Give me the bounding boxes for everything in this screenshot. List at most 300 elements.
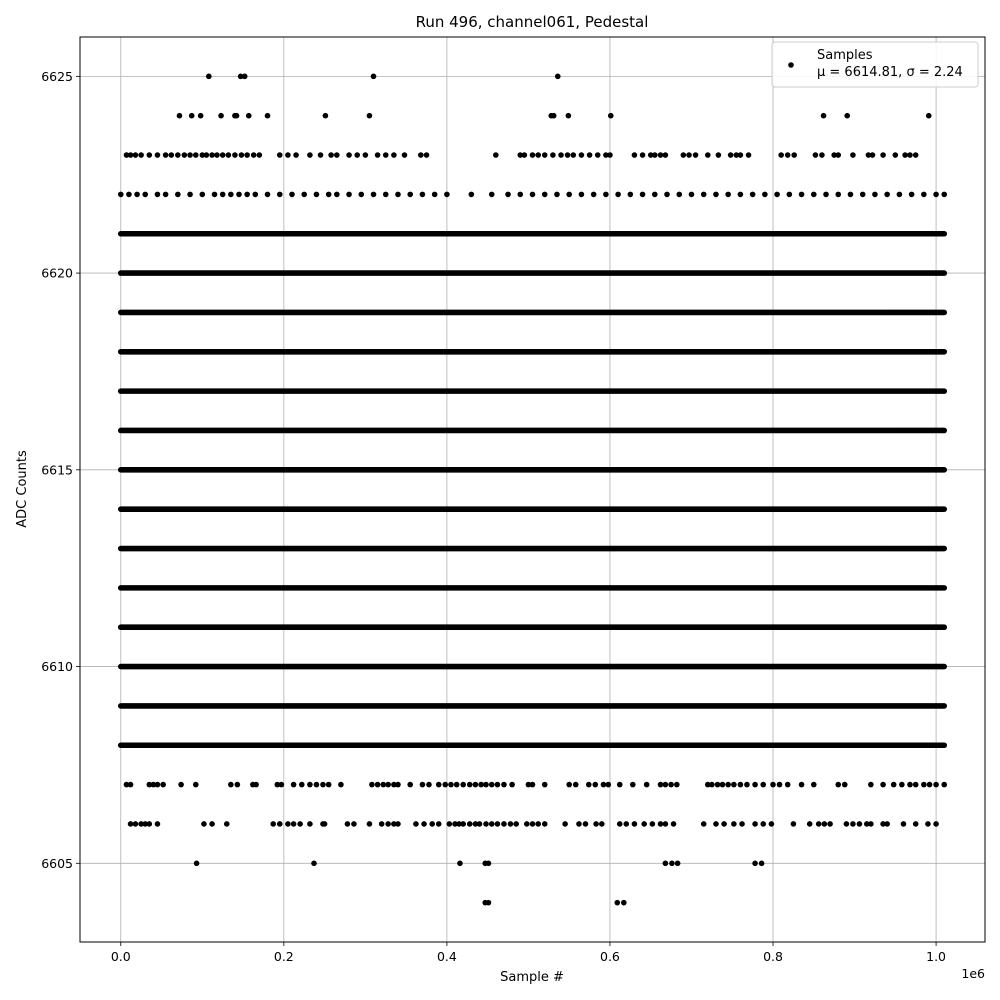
sample-point	[746, 152, 752, 158]
sample-point	[583, 821, 589, 827]
sample-point	[242, 74, 248, 80]
sample-point	[517, 192, 523, 198]
sample-point	[738, 192, 744, 198]
sample-point	[739, 821, 745, 827]
sample-point	[477, 821, 483, 827]
sample-point	[738, 152, 744, 158]
sample-point	[606, 782, 612, 788]
y-tick-label: 6615	[41, 462, 73, 478]
sample-point	[297, 821, 303, 827]
sample-point	[713, 192, 719, 198]
y-tick-label: 6605	[41, 855, 73, 871]
sample-point	[822, 821, 828, 827]
x-axis-offset-label: 1e6	[961, 966, 985, 981]
sample-point	[658, 152, 664, 158]
sample-point	[640, 152, 646, 158]
sample-point	[270, 821, 276, 827]
sample-point	[218, 113, 224, 119]
sample-point	[277, 821, 283, 827]
sample-point	[799, 192, 805, 198]
sample-point	[872, 192, 878, 198]
sample-point	[501, 782, 507, 788]
sample-point	[901, 821, 907, 827]
sample-point	[367, 113, 373, 119]
sample-point	[318, 152, 324, 158]
sample-point	[380, 782, 386, 788]
sample-point	[891, 782, 897, 788]
sample-point	[299, 782, 305, 788]
sample-point	[850, 821, 856, 827]
sample-point	[483, 821, 489, 827]
sample-point	[220, 192, 226, 198]
sample-point	[345, 821, 351, 827]
sample-point	[447, 821, 453, 827]
sample-point	[371, 74, 377, 80]
sample-point	[813, 152, 819, 158]
sample-point	[489, 821, 495, 827]
sample-point	[367, 821, 373, 827]
sample-point	[307, 152, 313, 158]
sample-point	[220, 152, 226, 158]
sample-point	[436, 782, 442, 788]
sample-point	[848, 192, 854, 198]
sample-point	[842, 782, 848, 788]
sample-point	[175, 192, 181, 198]
sample-point	[579, 192, 585, 198]
sample-point	[279, 782, 285, 788]
sample-point	[126, 192, 132, 198]
legend-marker	[788, 62, 794, 68]
x-tick-label: 0.8	[763, 949, 783, 964]
sample-point	[535, 152, 541, 158]
sample-point	[246, 113, 252, 119]
sample-point	[686, 152, 692, 158]
sample-point	[346, 192, 352, 198]
x-axis-label: Sample #	[500, 970, 564, 985]
sample-point	[535, 821, 541, 827]
sample-point	[524, 821, 530, 827]
sample-point	[424, 152, 430, 158]
sample-point	[118, 192, 124, 198]
sample-point	[555, 74, 561, 80]
sample-point	[314, 192, 320, 198]
sample-point	[338, 782, 344, 788]
sample-point	[607, 152, 613, 158]
sample-point	[731, 782, 737, 788]
legend-entry-stats: μ = 6614.81, σ = 2.24	[817, 65, 963, 80]
sample-point	[495, 821, 501, 827]
sample-point	[650, 821, 656, 827]
sample-point	[884, 192, 890, 198]
sample-point	[671, 821, 677, 827]
sample-point	[721, 821, 727, 827]
sample-point	[663, 821, 669, 827]
sample-point	[586, 782, 592, 788]
sample-point	[785, 152, 791, 158]
sample-point	[426, 782, 432, 788]
sample-point	[658, 821, 664, 827]
sample-point	[291, 821, 297, 827]
sample-point	[614, 900, 620, 906]
sample-point	[204, 152, 210, 158]
sample-point	[442, 782, 448, 788]
sample-point	[265, 113, 271, 119]
sample-point	[328, 152, 334, 158]
sample-point	[921, 192, 927, 198]
sample-point	[155, 821, 161, 827]
sample-point	[880, 782, 886, 788]
sample-point	[913, 782, 919, 788]
sample-point	[565, 152, 571, 158]
sample-point	[774, 192, 780, 198]
sample-point	[628, 192, 634, 198]
sample-point	[566, 113, 572, 119]
sample-point	[155, 152, 161, 158]
sample-point	[623, 821, 629, 827]
sample-point	[530, 782, 536, 788]
chart-title: Run 496, channel061, Pedestal	[415, 13, 649, 31]
sample-point	[716, 152, 722, 158]
sample-point	[811, 192, 817, 198]
sample-point	[326, 192, 332, 198]
sample-point	[508, 821, 514, 827]
sample-point	[235, 782, 241, 788]
sample-point	[816, 821, 822, 827]
sample-point	[652, 152, 658, 158]
sample-point	[334, 192, 340, 198]
sample-point	[334, 152, 340, 158]
sample-point	[738, 782, 744, 788]
sample-point	[155, 192, 161, 198]
sample-point	[644, 782, 650, 788]
sample-point	[701, 821, 707, 827]
sample-point	[835, 782, 841, 788]
sample-point	[819, 152, 825, 158]
sample-point	[385, 782, 391, 788]
sample-point	[307, 821, 313, 827]
x-tick-label: 0.2	[273, 949, 294, 964]
sample-point	[432, 192, 438, 198]
sample-point	[265, 192, 271, 198]
sample-point	[486, 900, 492, 906]
sample-point	[630, 782, 636, 788]
sample-point	[725, 782, 731, 788]
sample-point	[163, 192, 169, 198]
sample-point	[658, 782, 664, 788]
sample-point	[323, 113, 329, 119]
sample-point	[759, 861, 765, 867]
sample-point	[495, 782, 501, 788]
sample-point	[307, 782, 313, 788]
sample-point	[595, 152, 601, 158]
sample-point	[791, 821, 797, 827]
sample-point	[603, 192, 609, 198]
sample-point	[593, 821, 599, 827]
sample-point	[850, 152, 856, 158]
sample-point	[291, 782, 297, 788]
sample-point	[791, 152, 797, 158]
sample-point	[542, 152, 548, 158]
sample-point	[880, 152, 886, 158]
sample-point	[720, 782, 726, 788]
sample-point	[407, 782, 413, 788]
sample-point	[844, 113, 850, 119]
sample-point	[395, 192, 401, 198]
sample-point	[285, 821, 291, 827]
sample-point	[206, 74, 212, 80]
x-tick-label: 0.0	[110, 949, 131, 964]
sample-point	[705, 152, 711, 158]
sample-point	[632, 152, 638, 158]
sample-point	[921, 782, 927, 788]
sample-point	[395, 782, 401, 788]
sample-point	[177, 113, 183, 119]
sample-point	[675, 861, 681, 867]
sample-point	[663, 152, 669, 158]
sample-point	[467, 782, 473, 788]
sample-point	[212, 192, 218, 198]
sample-point	[214, 152, 220, 158]
sample-point	[770, 782, 776, 788]
sample-point	[693, 152, 699, 158]
sample-point	[554, 192, 560, 198]
sample-point	[760, 821, 766, 827]
sample-point	[251, 152, 257, 158]
sample-point	[933, 192, 939, 198]
sample-point	[681, 152, 687, 158]
sample-point	[489, 192, 495, 198]
sample-point	[689, 192, 695, 198]
sample-point	[663, 782, 669, 788]
sample-point	[133, 152, 139, 158]
sample-point	[652, 192, 658, 198]
sample-point	[178, 782, 184, 788]
sample-point	[314, 782, 320, 788]
sample-point	[933, 821, 939, 827]
sample-point	[326, 782, 332, 788]
sample-point	[133, 821, 139, 827]
sample-point	[868, 782, 874, 788]
sample-point	[530, 821, 536, 827]
sample-point	[860, 192, 866, 198]
sample-point	[402, 152, 408, 158]
sample-point	[777, 782, 783, 788]
sample-point	[194, 861, 200, 867]
sample-point	[239, 152, 245, 158]
sample-point	[478, 782, 484, 788]
sample-point	[257, 152, 263, 158]
sample-point	[752, 782, 758, 788]
sample-point	[369, 782, 375, 788]
sample-point	[385, 821, 391, 827]
sample-point	[566, 192, 572, 198]
sample-point	[562, 821, 568, 827]
sample-point	[391, 152, 397, 158]
y-tick-label: 6610	[41, 659, 73, 675]
sample-point	[128, 152, 134, 158]
x-tick-label: 1.0	[926, 949, 947, 964]
sample-point	[750, 192, 756, 198]
y-tick-label: 6620	[41, 265, 73, 281]
sample-point	[542, 782, 548, 788]
sample-point	[857, 821, 863, 827]
sample-point	[201, 821, 207, 827]
y-axis-label: ADC Counts	[15, 450, 30, 528]
sample-point	[289, 192, 295, 198]
sample-point	[473, 782, 479, 788]
sample-point	[926, 113, 932, 119]
sample-point	[375, 782, 381, 788]
sample-point	[570, 152, 576, 158]
sample-point	[244, 152, 250, 158]
sample-point	[893, 152, 899, 158]
sample-point	[128, 821, 134, 827]
sample-point	[807, 821, 813, 827]
sample-point	[599, 821, 605, 827]
sample-point	[209, 821, 215, 827]
sample-point	[182, 152, 188, 158]
sample-point	[907, 782, 913, 788]
sample-point	[383, 152, 389, 158]
sample-point	[640, 192, 646, 198]
sample-point	[542, 821, 548, 827]
sample-point	[293, 152, 299, 158]
sample-point	[163, 152, 169, 158]
sample-point	[209, 152, 215, 158]
x-tick-label: 0.4	[436, 949, 457, 964]
sample-point	[868, 821, 874, 827]
sample-point	[617, 821, 623, 827]
sample-point	[193, 152, 199, 158]
sample-point	[844, 821, 850, 827]
sample-point	[232, 152, 238, 158]
sample-point	[566, 782, 572, 788]
sample-point	[489, 782, 495, 788]
sample-point	[752, 861, 758, 867]
sample-point	[448, 782, 454, 788]
x-tick-label: 0.6	[600, 949, 620, 964]
sample-point	[236, 192, 242, 198]
sample-point	[663, 861, 669, 867]
sample-point	[147, 821, 153, 827]
sample-point	[778, 152, 784, 158]
sample-point	[551, 113, 557, 119]
sample-point	[927, 782, 933, 788]
sample-point	[138, 152, 144, 158]
sample-point	[550, 152, 556, 158]
sample-point	[420, 782, 426, 788]
sample-point	[835, 152, 841, 158]
sample-point	[460, 821, 466, 827]
sample-point	[897, 192, 903, 198]
sample-point	[505, 192, 511, 198]
sample-point	[199, 192, 205, 198]
sample-point	[224, 821, 230, 827]
legend-entry-name: Samples	[817, 48, 873, 63]
sample-point	[454, 782, 460, 788]
sample-point	[169, 152, 175, 158]
sample-point	[354, 152, 360, 158]
sample-point	[835, 192, 841, 198]
sample-point	[823, 192, 829, 198]
sample-point	[234, 113, 240, 119]
sample-point	[884, 821, 890, 827]
sample-point	[358, 192, 364, 198]
sample-point	[175, 152, 181, 158]
sample-point	[621, 900, 627, 906]
sample-point	[664, 192, 670, 198]
sample-point	[811, 782, 817, 788]
sample-point	[379, 821, 385, 827]
sample-point	[752, 821, 758, 827]
sample-point	[941, 192, 947, 198]
sample-point	[799, 782, 805, 788]
sample-point	[591, 192, 597, 198]
sample-point	[346, 152, 352, 158]
sample-point	[870, 152, 876, 158]
sample-point	[725, 192, 731, 198]
sample-point	[744, 782, 750, 788]
sample-point	[444, 192, 450, 198]
sample-point	[320, 782, 326, 788]
sample-point	[542, 192, 548, 198]
sample-point	[467, 821, 473, 827]
sample-point	[285, 152, 291, 158]
sample-point	[226, 152, 232, 158]
sample-point	[142, 192, 148, 198]
sample-point	[632, 821, 638, 827]
sample-point	[676, 192, 682, 198]
sample-point	[587, 152, 593, 158]
sample-point	[228, 782, 234, 788]
sample-point	[501, 821, 507, 827]
sample-point	[371, 192, 377, 198]
sample-point	[785, 782, 791, 788]
sample-point	[436, 821, 442, 827]
sample-point	[128, 782, 134, 788]
sample-point	[483, 782, 489, 788]
sample-point	[530, 192, 536, 198]
legend	[772, 42, 978, 87]
sample-point	[907, 152, 913, 158]
sample-point	[601, 782, 607, 788]
sample-point	[486, 861, 492, 867]
sample-point	[244, 192, 250, 198]
sample-point	[375, 152, 381, 158]
sample-point	[198, 113, 204, 119]
sample-point	[189, 113, 195, 119]
sample-point	[252, 192, 258, 198]
sample-point	[134, 192, 140, 198]
sample-point	[669, 861, 675, 867]
sample-point	[668, 782, 674, 788]
sample-point	[228, 192, 234, 198]
sample-point	[160, 782, 166, 788]
sample-point	[351, 821, 357, 827]
sample-point	[363, 152, 369, 158]
sample-point	[731, 821, 737, 827]
sample-point	[311, 861, 317, 867]
sample-point	[429, 821, 435, 827]
sample-point	[277, 152, 283, 158]
sample-point	[322, 821, 328, 827]
sample-point	[641, 821, 647, 827]
sample-point	[187, 152, 193, 158]
sample-point	[418, 152, 424, 158]
sample-point	[941, 782, 947, 788]
sample-point	[762, 192, 768, 198]
sample-point	[709, 782, 715, 788]
